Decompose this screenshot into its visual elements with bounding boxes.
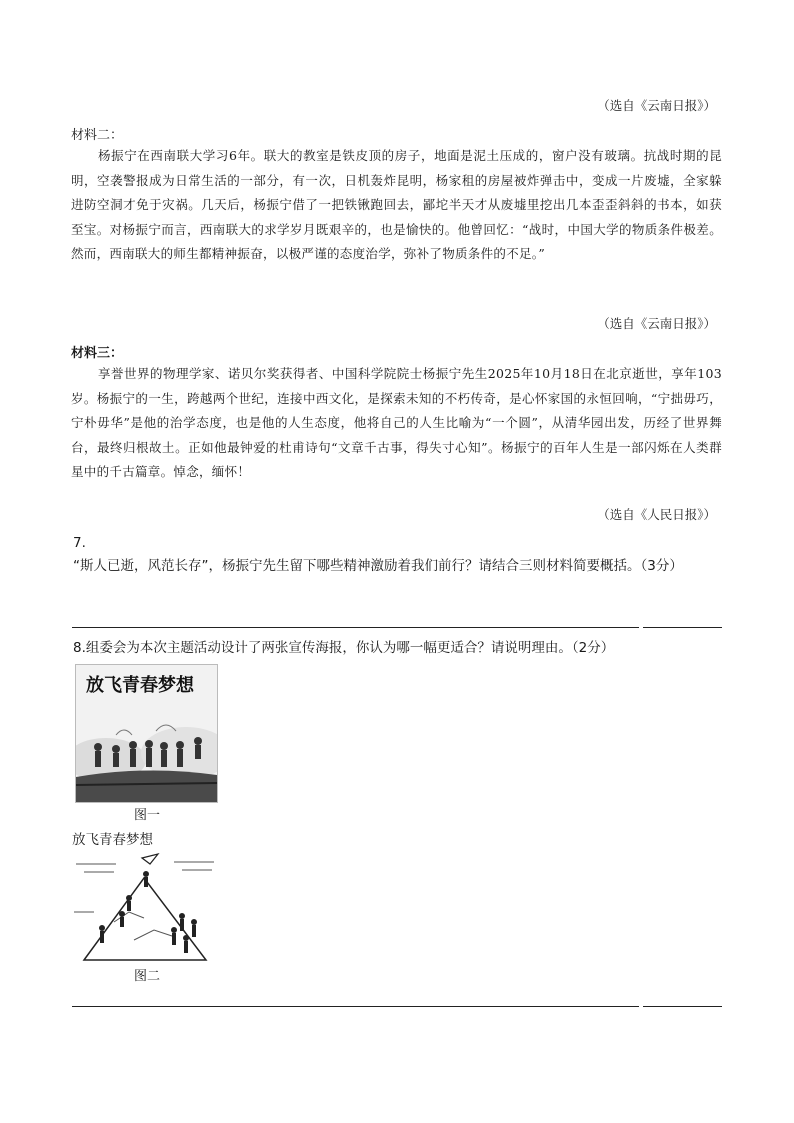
source-note-3: （选自《人民日报》） xyxy=(597,507,716,522)
material-2-heading: 材料二： xyxy=(71,128,124,143)
answer-line-8a[interactable] xyxy=(72,1006,639,1007)
source-note-2: （选自《云南日报》） xyxy=(597,316,716,331)
poster-1-caption: 图一 xyxy=(134,808,161,823)
poster-2-caption: 图二 xyxy=(134,969,161,984)
source-note-1: （选自《云南日报》） xyxy=(597,98,716,113)
material-3-text: 享誉世界的物理学家、诺贝尔奖获得者、中国科学院院士杨振宁先生2025年10月18日在北京逝世，享年103岁。杨振宁的一生，跨越两个世纪，连接中西文化，是探索未知的不朽传奇，是心怀家国的永恒回响，“宁拙毋巧，宁朴毋华”是他的治学态度，也是他的人生态度，他将自己的人生比喻为“一个圆”，从清华园出发，历经了世界舞台，最终归根故土。正如他最钟爱的杜甫诗句“文章千古事，得失寸心知”。杨振宁的百年人生是一部闪烁在人类群星中的千古篇章。悼念，缅怀！ xyxy=(71,366,722,479)
material-2-text: 杨振宁在西南联大学习6年。联大的教室是铁皮顶的房子，地面是泥土压成的，窗户没有玻璃。抗战时期的昆明，空袭警报成为日常生活的一部分，有一次，日机轰炸昆明，杨家租的房屋被炸弹击中，变成一片废墟，全家躲进防空洞才免于灾祸。几天后，杨振宁借了一把铁锹跑回去，鄙坨半天才从废墟里挖出几本歪歪斜斜的书本，如获至宝。对杨振宁而言，西南联大的求学岁月既艰辛的，也是愉快的。他曾回忆：“战时，中国大学的物质条件极差。然而，西南联大的师生都精神振奋，以极严谨的态度治学，弥补了物质条件的不足。” xyxy=(71,148,722,261)
answer-line-8b[interactable] xyxy=(643,1006,722,1007)
poster-2-illustration xyxy=(74,852,220,962)
question-7-number: 7. xyxy=(73,535,86,551)
question-8-text: 8.组委会为本次主题活动设计了两张宣传海报，你认为哪一幅更适合？请说明理由。（2分） xyxy=(73,640,615,656)
poster-2-title: 放飞青春梦想 xyxy=(72,832,153,848)
poster-1-image xyxy=(75,664,218,803)
poster-1-title: 放飞青春梦想 xyxy=(86,675,194,696)
answer-line-7b[interactable] xyxy=(643,627,722,628)
material-3-heading: 材料三： xyxy=(71,346,124,361)
answer-line-7a[interactable] xyxy=(72,627,639,628)
question-7-text: “斯人已逝，风范长存”，杨振宁先生留下哪些精神激励着我们前行？请结合三则材料简要概括。（3分） xyxy=(73,558,683,574)
